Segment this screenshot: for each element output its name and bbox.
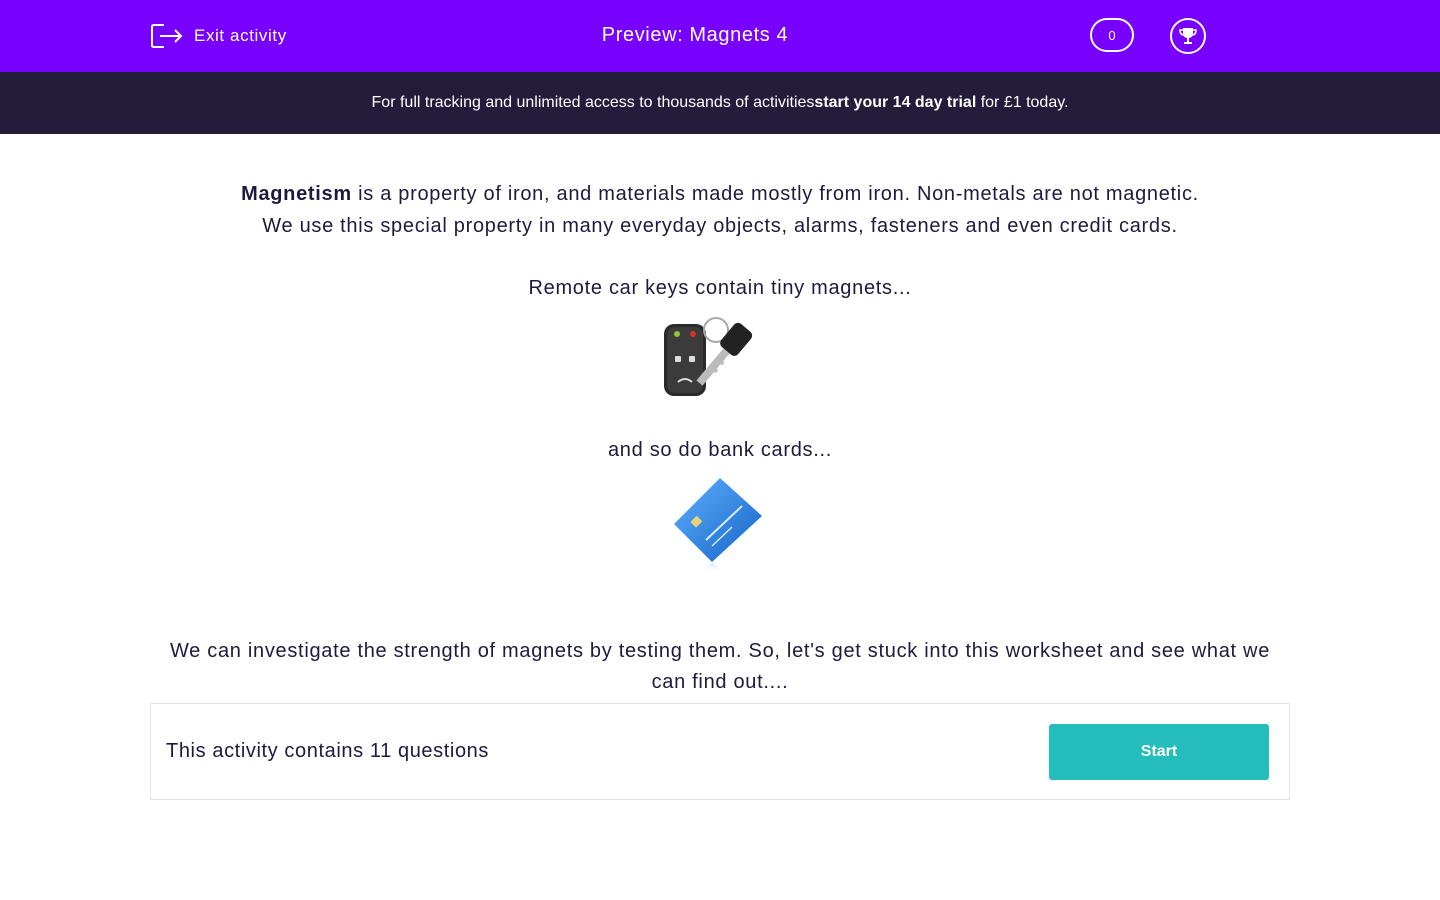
final-paragraph: We can investigate the strength of magnets by testing them. So, let's get stuck into this worksheet and see what we can find out.... [169, 640, 1271, 693]
magnetism-term: Magnetism [241, 183, 352, 205]
promo-banner [0, 72, 1440, 134]
keys-caption: Remote car keys contain tiny magnets... [528, 277, 912, 299]
top-bar [0, 0, 1440, 72]
intro-line1: is a property of iron, and materials made mostly from iron. Non-metals are not magnetic. [351, 183, 1199, 205]
question-count-text: This activity contains 11 questions [166, 740, 490, 762]
intro-line2: We use this special property in many everyday objects, alarms, fasteners and even credit cards. [262, 215, 1178, 237]
promo-text-after: for £1 today. [976, 94, 1069, 111]
intro-paragraph [150, 178, 1290, 242]
trial-link[interactable]: start your 14 day trial [814, 94, 977, 111]
car-key-image [658, 316, 782, 400]
intro-content [150, 178, 1290, 582]
score-value: 0 [1108, 27, 1116, 43]
trophy-button[interactable] [1170, 18, 1206, 54]
bank-card-image [672, 474, 768, 582]
score-badge [1090, 18, 1134, 52]
promo-text-before: For full tracking and unlimited access to thousands of activities [371, 94, 815, 111]
cards-caption: and so do bank cards... [607, 439, 832, 461]
page-title: Preview: Magnets 4 [601, 24, 789, 46]
exit-activity-label: Exit activity [194, 26, 287, 45]
start-button[interactable]: Start [1049, 724, 1269, 780]
activity-panel [150, 703, 1290, 800]
trophy-icon [1177, 25, 1199, 47]
